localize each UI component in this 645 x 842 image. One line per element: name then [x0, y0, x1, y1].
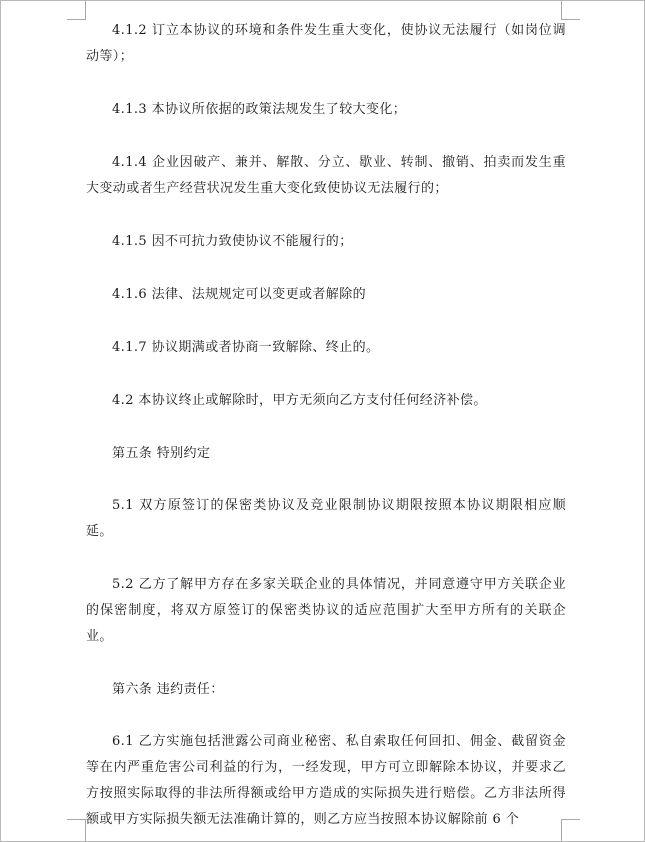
clause-5-2: 5.2 乙方了解甲方存在多家关联企业的具体情况，并同意遵守甲方关联企业的保密制度，将双方原签订的保密类协议的适应范围扩大至甲方所有的关联企业。	[86, 577, 566, 644]
crop-mark-top-left-horizontal	[67, 19, 86, 20]
crop-mark-bottom-left-horizontal	[67, 819, 86, 820]
clause-4-1-5: 4.1.5 因不可抗力致使协议不能履行的；	[112, 234, 353, 249]
article-6-heading: 第六条 违约责任：	[112, 682, 224, 697]
article-5-heading: 第五条 特别约定	[112, 446, 211, 461]
crop-mark-top-right-vertical	[561, 1, 562, 19]
clause-4-2: 4.2 本协议终止或解除时，甲方无须向乙方支付任何经济补偿。	[112, 393, 487, 408]
clause-4-1-6: 4.1.6 法律、法规规定可以变更或者解除的	[112, 287, 367, 302]
clause-4-1-3: 4.1.3 本协议所依据的政策法规发生了较大变化；	[112, 102, 407, 117]
clause-4-1-2: 4.1.2 订立本协议的环境和条件发生重大变化，使协议无法履行（如岗位调动等）；	[86, 23, 566, 64]
clause-4-1-7: 4.1.7 协议期满或者协商一致解除、终止的。	[112, 340, 380, 355]
document-body	[86, 18, 566, 842]
clause-5-1: 5.1 双方原签订的保密类协议及竞业限制协议期限按照本协议期限相应顺延。	[86, 498, 566, 539]
crop-mark-top-left-vertical	[85, 1, 86, 19]
clause-4-1-4: 4.1.4 企业因破产、兼并、解散、分立、歇业、转制、撤销、拍卖而发生重大变动或者生产经营状况发生重大变化致使协议无法履行的；	[86, 155, 566, 196]
clause-6-1: 6.1 乙方实施包括泄露公司商业秘密、私自索取任何回扣、佣金、截留资金等在内严重危害公司利益的行为，一经发现，甲方可立即解除本协议，并要求乙方按照实际取得的非法所得额或给甲方造成的实际损失进行赔偿。乙方非法所得额或甲方实际损失额无法准确计算的，则乙方应当按照本协议解除前 6 个	[86, 734, 566, 827]
